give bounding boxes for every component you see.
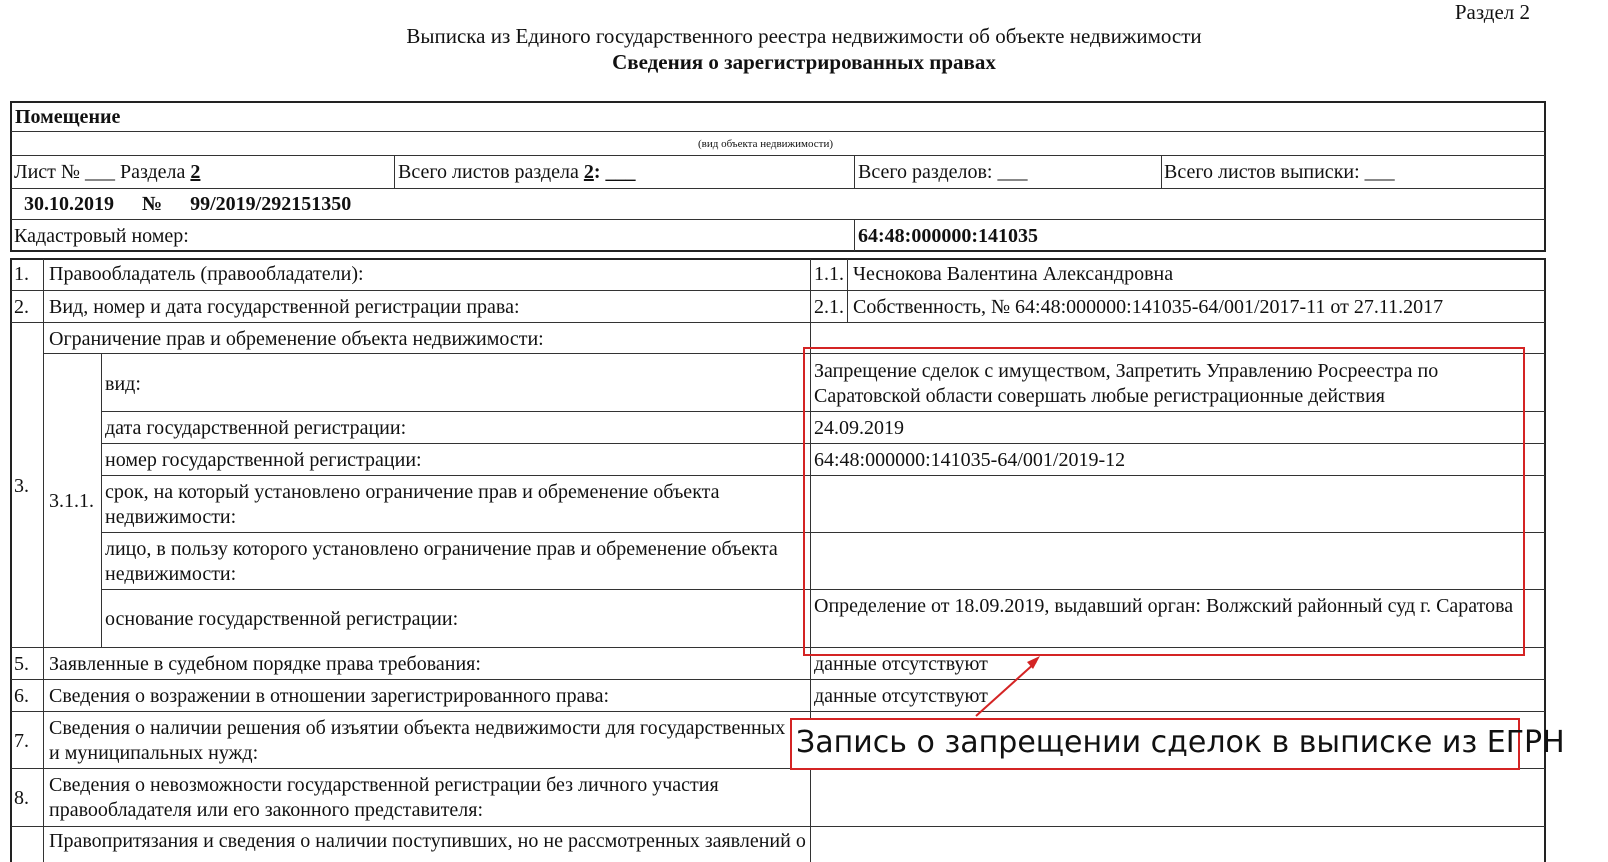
- section-label: Раздел 2: [1454, 0, 1530, 24]
- document-title: Выписка из Единого государственного реестра недвижимости об объекте недвижимости: [406, 24, 1202, 48]
- extract-date: 30.10.2019: [24, 193, 114, 215]
- extract-number: 99/2019/292151350: [190, 193, 352, 215]
- sheet-number-field: [14, 160, 200, 185]
- restriction-term-label: срок, на который установлено ограничение прав и обременение объекта недвижимости:: [105, 481, 720, 528]
- restriction-kind-label: вид:: [105, 373, 141, 395]
- total-sheets-field: [398, 160, 636, 185]
- restriction-regnum-label: номер государственной регистрации:: [105, 449, 422, 471]
- total-extract-sheets-field: Всего листов выписки: ___: [1164, 161, 1395, 183]
- row-8-label: Сведения о невозможности государственной регистрации без личного участия правообладателя или его законного представителя:: [49, 774, 719, 821]
- row-3-sub: 3.1.1.: [49, 490, 94, 512]
- restriction-date-label: дата государственной регистрации:: [105, 417, 407, 439]
- right-registration-value: Собственность, № 64:48:000000:141035-64/001/2017-11 от 27.11.2017: [853, 296, 1444, 318]
- row-9-label: Правопритязания и сведения о наличии поступивших, но не рассмотренных заявлений о: [49, 830, 806, 852]
- callout-arrow: [960, 640, 1060, 730]
- number-sign: №: [142, 193, 163, 215]
- row-5-value: данные отсутствуют: [814, 653, 988, 675]
- row-1-num: 1.: [14, 263, 29, 285]
- total-sheets-label: Всего листов раздела: [398, 161, 579, 183]
- row-1-label: Правообладатель (правообладатели):: [49, 263, 364, 285]
- row-6-value: данные отсутствуют: [814, 685, 988, 707]
- restriction-date-value: 24.09.2019: [814, 417, 904, 439]
- restriction-person-label: лицо, в пользу которого установлено ограничение прав и обременение объекта недвижимости:: [105, 538, 778, 585]
- row-2-sub: 2.1.: [814, 296, 844, 318]
- row-6-label: Сведения о возражении в отношении зарегистрированного права:: [49, 685, 610, 707]
- restriction-kind-value: Запрещение сделок с имуществом, Запретить Управлению Росреестра по Саратовской области совершать любые регистрационные действия: [814, 360, 1439, 407]
- cadastral-label: Кадастровый номер:: [14, 225, 189, 247]
- row-3-num: 3.: [14, 475, 29, 497]
- highlight-box: [803, 347, 1525, 656]
- extract-date-number: [24, 192, 351, 217]
- row-3-label: Ограничение прав и обременение объекта недвижимости:: [49, 328, 544, 350]
- total-sheets-num: 2: [583, 161, 594, 183]
- total-sheets-tail: : ___: [593, 161, 636, 183]
- cadastral-value: 64:48:000000:141035: [858, 225, 1038, 247]
- annotation-callout: Запись о запрещении сделок в выписке из ЕГРН: [790, 718, 1520, 770]
- restriction-basis-label: основание государственной регистрации:: [105, 608, 459, 630]
- total-sections-field: Всего разделов: ___: [858, 161, 1028, 183]
- row-7-num: 7.: [14, 730, 29, 752]
- right-holder-value: Чеснокова Валентина Александровна: [853, 263, 1174, 285]
- object-type: Помещение: [15, 106, 121, 128]
- object-type-caption: (вид объекта недвижимости): [698, 138, 834, 150]
- document-subtitle: Сведения о зарегистрированных правах: [612, 50, 996, 74]
- row-5-label: Заявленные в судебном порядке права требования:: [49, 653, 481, 675]
- row-7-label: Сведения о наличии решения об изъятии объекта недвижимости для государственных и муниципальных нужд:: [49, 717, 786, 764]
- row-8-num: 8.: [14, 787, 29, 809]
- row-6-num: 6.: [14, 685, 29, 707]
- restriction-regnum-value: 64:48:000000:141035-64/001/2019-12: [814, 449, 1126, 471]
- row-1-sub: 1.1.: [814, 263, 844, 285]
- restriction-basis-value: Определение от 18.09.2019, выдавший орган: Волжский районный суд г. Саратова: [814, 595, 1514, 617]
- row-2-label: Вид, номер и дата государственной регистрации права:: [49, 296, 520, 318]
- row-2-num: 2.: [14, 296, 29, 318]
- row-5-num: 5.: [14, 653, 29, 675]
- sheet-section-num: 2: [190, 161, 201, 183]
- sheet-label: Лист № ___ Раздела: [14, 161, 186, 183]
